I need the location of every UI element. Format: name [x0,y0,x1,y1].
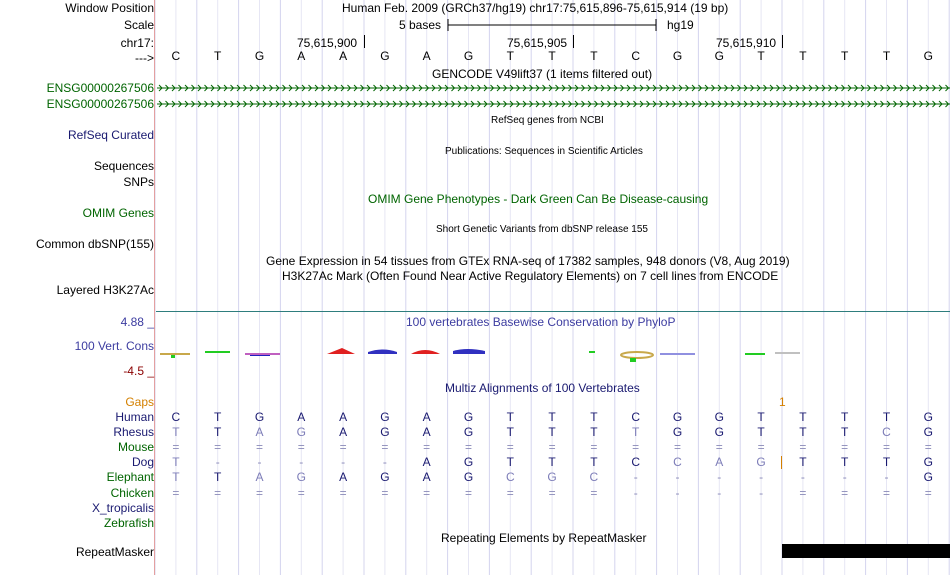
aligned-base: G [380,425,390,440]
aligned-base: = [381,440,389,455]
scale-label: Scale [123,18,154,32]
reference-base: T [590,49,598,63]
reference-base: G [463,49,474,63]
species-alignment-row [0,501,950,515]
aligned-base: G [923,425,933,440]
dbsnp-track-title: Short Genetic Variants from dbSNP release 155 [436,224,648,235]
aligned-base: = [757,440,765,455]
aligned-base: = [548,440,556,455]
gtex-track-title: Gene Expression in 54 tissues from GTEx RNA-seq of 17382 samples, 948 donors (V8, Aug 2019) [266,254,790,268]
conservation-ymax-label: 4.88 _ [120,315,154,329]
aligned-base: T [590,425,598,440]
aligned-base: G [923,470,933,485]
refseq-track-label[interactable]: RefSeq Curated [67,128,154,142]
aligned-base: = [715,440,723,455]
reference-base: T [841,49,849,63]
aligned-base: A [255,470,264,485]
aligned-base: - [675,485,680,500]
aligned-base: G [672,425,683,440]
aligned-base: T [548,425,556,440]
species-alignment-row [0,410,950,424]
aligned-base: T [757,410,765,424]
reference-base: T [214,49,222,63]
aligned-base: - [842,470,847,485]
aligned-base: G [296,425,306,440]
aligned-base: = [464,485,472,500]
aligned-base: = [841,440,849,455]
aligned-base: T [799,425,807,440]
aligned-base: - [759,485,764,500]
reference-base: C [171,49,181,63]
publications-track-label[interactable]: Sequences [93,159,154,173]
aligned-base: G [463,410,474,424]
species-label[interactable]: X_tropicalis [91,500,154,515]
aligned-base: G [756,455,766,470]
aligned-base: = [464,440,472,455]
aligned-base: T [841,425,849,440]
aligned-base: = [799,485,807,500]
aligned-base: G [380,470,390,485]
aligned-base: G [714,425,724,440]
h3k27ac-track-title: H3K27Ac Mark (Often Found Near Active Regulatory Elements) on 7 cell lines from ENCODE [282,269,779,283]
gencode-gene-label[interactable]: ENSG00000267506 [46,97,154,111]
aligned-base: T [548,455,556,470]
aligned-base: - [382,455,387,470]
aligned-base: = [214,440,222,455]
aligned-base: T [214,470,222,485]
aligned-base: T [882,410,891,424]
aligned-base: A [422,425,431,440]
aligned-base: T [214,425,222,440]
reference-base: A [422,49,431,63]
aligned-base: = [590,485,598,500]
reference-base: C [631,49,641,63]
position-tick-label: 75,615,900 [297,36,358,50]
species-label[interactable]: Dog [131,455,154,470]
aligned-base: A [297,410,306,424]
aligned-base: G [672,410,683,424]
aligned-base: G [463,425,474,440]
aligned-base: G [380,410,390,424]
aligned-base: = [339,440,347,455]
aligned-base: T [841,455,849,470]
multiz-track-title: Multiz Alignments of 100 Vertebrates [445,381,640,395]
species-alignment-row [0,516,950,530]
species-label[interactable]: Zebrafish [103,515,154,530]
omim-track-label[interactable]: OMIM Genes [82,206,154,220]
aligned-base: C [589,470,599,485]
aligned-base: = [297,485,305,500]
aligned-base: T [590,410,598,424]
aligned-base: - [884,470,889,485]
reference-base: T [548,49,556,63]
aligned-base: = [339,485,347,500]
aligned-base: T [799,455,807,470]
aligned-base: G [463,470,474,485]
aligned-base: T [172,425,180,440]
position-tick-label: 75,615,910 [716,36,777,50]
aligned-base: = [841,485,849,500]
aligned-base: T [632,425,640,440]
species-label[interactable]: Human [115,410,154,424]
aligned-base: = [506,485,514,500]
aligned-base: T [214,410,222,424]
aligned-base: C [505,470,515,485]
aligned-base: A [255,425,264,440]
species-alignment-row [0,470,950,484]
aligned-base: T [548,410,556,424]
scale-bar [446,17,658,33]
aligned-base: C [631,410,641,424]
conservation-logo-plot [155,344,950,364]
aligned-base: = [924,440,932,455]
chrom-label: chr17: [120,36,154,50]
aligned-base: T [590,455,598,470]
position-tick-mark [573,35,574,48]
aligned-base: A [339,410,348,424]
reference-sequence-row [0,49,950,63]
aligned-base: T [506,425,514,440]
scale-text: 5 bases [399,18,442,32]
window-position-label: Window Position [65,1,154,15]
aligned-base: = [172,440,180,455]
aligned-base: = [673,440,681,455]
aligned-base: = [255,485,263,500]
aligned-base: A [715,455,724,470]
species-label[interactable]: Elephant [106,470,154,485]
aligned-base: - [633,485,638,500]
h3k27ac-track-label[interactable]: Layered H3K27Ac [56,283,154,297]
gencode-track-title: GENCODE V49lift37 (1 items filtered out) [432,67,653,81]
aligned-base: T [506,455,514,470]
gap-count-marker: 1 [779,395,786,409]
aligned-base: - [675,470,680,485]
aligned-base: = [590,440,598,455]
aligned-base: G [463,455,474,470]
window-position-value[interactable]: Human Feb. 2009 (GRCh37/hg19) chr17:75,615,896-75,615,914 (19 bp) [342,1,729,15]
aligned-base: A [422,470,431,485]
aligned-base: - [717,485,722,500]
species-alignment-row [0,425,950,439]
reference-base: A [339,49,348,63]
reference-base: A [297,49,306,63]
reference-base: G [254,49,265,63]
aligned-base: - [215,455,220,470]
aligned-base: = [423,440,431,455]
aligned-base: T [757,425,765,440]
dog-insertion-marker [781,456,782,469]
reference-base: T [757,49,765,63]
aligned-base: - [341,455,346,470]
species-alignment-row [0,486,950,500]
species-alignment-row [0,440,950,454]
aligned-base: - [257,455,262,470]
aligned-base: T [172,470,180,485]
reference-base: G [923,49,933,63]
reference-base: G [672,49,683,63]
position-tick-mark [782,35,783,48]
reference-base: T [882,49,891,63]
refseq-track-title: RefSeq genes from NCBI [491,115,604,126]
strand-label: ---> [135,51,154,65]
aligned-base: = [255,440,263,455]
position-tick-mark [364,35,365,48]
aligned-base: C [882,425,891,440]
aligned-base: T [172,455,180,470]
aligned-base: G [714,410,724,424]
aligned-base: G [547,470,557,485]
reference-base: T [799,49,807,63]
scale-assembly: hg19 [667,18,694,32]
aligned-base: G [254,410,265,424]
dbsnp-track-label[interactable]: Common dbSNP(155) [35,237,154,251]
aligned-base: G [923,455,933,470]
aligned-base: - [633,470,638,485]
aligned-base: = [799,440,807,455]
reference-base: G [380,49,390,63]
aligned-base: G [923,410,933,424]
aligned-base: = [632,440,640,455]
position-tick-label: 75,615,905 [507,36,568,50]
conservation-track-title: 100 vertebrates Basewise Conservation by PhyloP [406,315,676,329]
conservation-track-label[interactable]: 100 Vert. Cons [74,339,154,353]
reference-base: T [506,49,514,63]
conservation-ymin-label: -4.5 _ [123,364,154,378]
publications-track-title: Publications: Sequences in Scientific Articles [445,146,643,157]
aligned-base: C [631,455,641,470]
aligned-base: - [299,455,304,470]
aligned-base: T [799,410,807,424]
aligned-base: - [717,470,722,485]
species-alignment-row [0,455,950,469]
aligned-base: = [882,440,890,455]
aligned-base: G [296,470,306,485]
h3k27ac-signal-baseline [156,311,950,312]
repeat-element-feature[interactable] [782,544,950,558]
gencode-gene-feature[interactable] [157,97,950,111]
aligned-base: C [171,410,181,424]
aligned-base: T [841,410,849,424]
aligned-base: = [214,485,222,500]
aligned-base: A [422,455,431,470]
repeatmasker-track-label[interactable]: RepeatMasker [75,545,154,559]
aligned-base: C [673,455,682,470]
omim-track-title: OMIM Gene Phenotypes - Dark Green Can Be Disease-causing [368,192,709,206]
repeatmasker-track-title: Repeating Elements by RepeatMasker [441,531,647,545]
aligned-base: = [548,485,556,500]
gencode-gene-label[interactable]: ENSG00000267506 [46,81,154,95]
aligned-base: - [759,470,764,485]
species-label[interactable]: Rhesus [113,425,154,440]
aligned-base: = [882,485,890,500]
aligned-base: = [423,485,431,500]
species-label[interactable]: Mouse [117,440,154,455]
gencode-gene-feature[interactable] [157,81,950,95]
species-label[interactable]: Chicken [110,485,154,500]
aligned-base: A [339,470,348,485]
aligned-base: A [339,425,348,440]
aligned-base: = [172,485,180,500]
aligned-base: = [924,485,932,500]
aligned-base: = [381,485,389,500]
aligned-base: A [422,410,431,424]
aligned-base: = [297,440,305,455]
aligned-base: - [800,470,805,485]
reference-base: G [714,49,724,63]
aligned-base: = [506,440,514,455]
aligned-base: T [506,410,514,424]
gaps-label: Gaps [125,395,154,409]
snps-track-label[interactable]: SNPs [123,175,154,189]
aligned-base: T [882,455,891,470]
